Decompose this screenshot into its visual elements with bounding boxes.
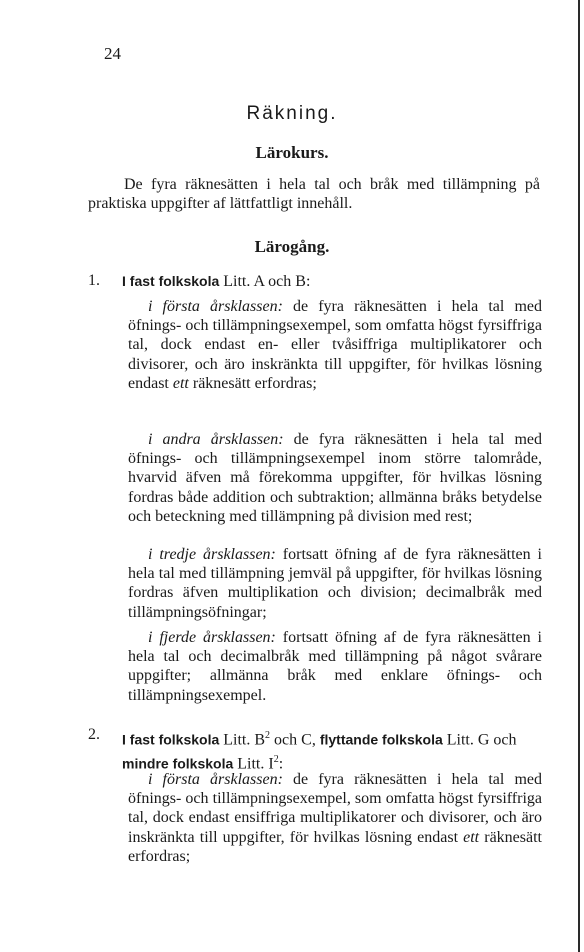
school-type-bold: I fast folkskola <box>122 273 220 289</box>
year-label: i första årsklassen: <box>148 771 283 788</box>
item-heading <box>122 726 542 774</box>
heading-part: och C, <box>270 731 320 749</box>
heading-part: Litt. I <box>233 755 274 773</box>
year-paragraph: i fjerde årsklassen: fortsatt öfning af de fyra räknesätten i hela tal och decimalbråk med tillämpning på något svårare uppgifter; allmänna bråk med enklare öfnings- och tillämpningsexempel. <box>128 629 542 704</box>
page-number: 24 <box>104 44 121 63</box>
year-label: i första årsklassen: <box>148 298 283 315</box>
item-heading <box>122 272 542 292</box>
heading-part: 2 <box>265 730 271 741</box>
year-paragraph: i första årsklassen: de fyra räknesätten i hela tal med öfnings- och tillämpningsexempel, som omfatta högst fyrsiffriga tal, dock endast en- eller tvåsiffriga multiplikatorer och divisorer, och äro inskränkta till uppgifter, för hvilkas lösning endast ett räknesätt erfordras; <box>128 298 542 392</box>
year-paragraph: i tredje årsklassen: fortsatt öfning af de fyra räknesätten i hela tal med tillämpning jemväl på uppgifter, för hvilkas lösning fordras äfven multiplikation och division; decimalbråk med tillämpningsöfningar; <box>128 546 542 621</box>
heading-part: : <box>278 755 284 773</box>
item-number: 2. <box>88 726 100 743</box>
heading-part: 2 <box>273 753 279 765</box>
school-type-rest: Litt. A och B: <box>219 273 311 290</box>
year-label: i tredje årsklassen: <box>148 546 276 563</box>
heading-part: Litt. G och <box>442 731 517 749</box>
subheading-larokurs: Lärokurs. <box>255 143 329 162</box>
year-label: i fjerde årsklassen: <box>148 629 276 646</box>
intro-paragraph: De fyra räknesätten i hela tal och bråk med tillämpning på praktiska uppgifter af lättfattligt innehåll. <box>88 176 540 212</box>
heading-part: flyttande folkskola <box>319 731 443 748</box>
section-title: Räkning. <box>246 103 338 124</box>
heading-part: mindre folkskola <box>122 755 234 772</box>
year-paragraph: i andra årsklassen: de fyra räknesätten i hela tal med öfnings- och tillämpningsexempel inom större talområde, hvarvid äfven må förekomma uppgifter, för hvilkas lösning fordras både addition och subtraktion; allmänna bråks betydelse och beteckning med tillämpning på division med rest; <box>128 431 542 525</box>
subheading-larogang: Lärogång. <box>254 237 330 256</box>
heading-part: I fast folkskola <box>122 731 220 748</box>
heading-part: Litt. B <box>219 731 266 749</box>
year-paragraph: i första årsklassen: de fyra räknesätten i hela tal med öfnings- och tillämpningsexempel, som omfatta högst fyrsiffriga tal, dock endast ensiffriga multiplikatorer och divisorer, och äro inskränkta till uppgifter, för hvilkas lösning endast ett räknesätt erfordras; <box>128 771 542 865</box>
item-number: 1. <box>88 272 100 289</box>
year-label: i andra årsklassen: <box>148 431 284 448</box>
